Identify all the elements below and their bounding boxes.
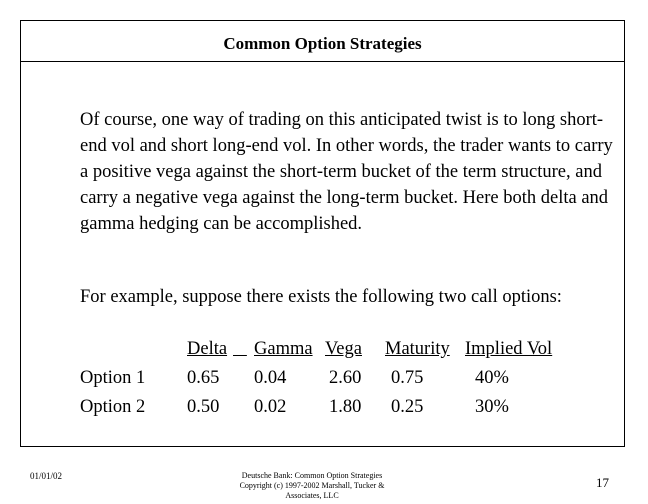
table-header-vega: Vega [325, 339, 362, 359]
footer-date: 01/01/02 [30, 471, 63, 481]
table-header-gamma: Gamma [254, 339, 313, 359]
table-cell-delta: 0.65 [187, 368, 220, 388]
footer-copyright [212, 471, 412, 501]
page-number: 17 [596, 475, 609, 490]
table-header-spacer [233, 339, 247, 359]
footer-line: Associates, LLC [285, 491, 339, 500]
table-header-delta: Delta [187, 339, 228, 359]
table-cell-maturity: 0.75 [391, 368, 424, 388]
footer-line: Copyright (c) 1997-2002 Marshall, Tucker & [239, 481, 385, 490]
table-row-label: Option 2 [80, 397, 146, 417]
slide-title: Common Option Strategies [223, 34, 422, 53]
table-cell-implied-vol: 40% [475, 368, 509, 388]
body-paragraph-2: For example, suppose there exists the following two call options: [80, 287, 562, 307]
table-header-implied-vol: Implied Vol [465, 339, 553, 359]
table-cell-gamma: 0.04 [254, 368, 287, 388]
body-paragraph-1: Of course, one way of trading on this anticipated twist is to long short-end vol and short long-end vol. In other words, the trader wants to carry a positive vega against the short-term bucket of the term structure, and carry a negative vega against the long-term bucket. Here both delta and gamma hedging can be accomplished. [80, 110, 613, 234]
title-divider [20, 61, 625, 62]
table-row-label: Option 1 [80, 368, 146, 388]
footer-line: Deutsche Bank: Common Option Strategies [241, 471, 383, 480]
table-cell-delta: 0.50 [187, 397, 220, 417]
table-cell-maturity: 0.25 [391, 397, 424, 417]
table-cell-implied-vol: 30% [475, 397, 509, 417]
table-cell-vega: 1.80 [329, 397, 362, 417]
table-cell-vega: 2.60 [329, 368, 362, 388]
table-header-maturity: Maturity [385, 339, 450, 359]
table-cell-gamma: 0.02 [254, 397, 287, 417]
